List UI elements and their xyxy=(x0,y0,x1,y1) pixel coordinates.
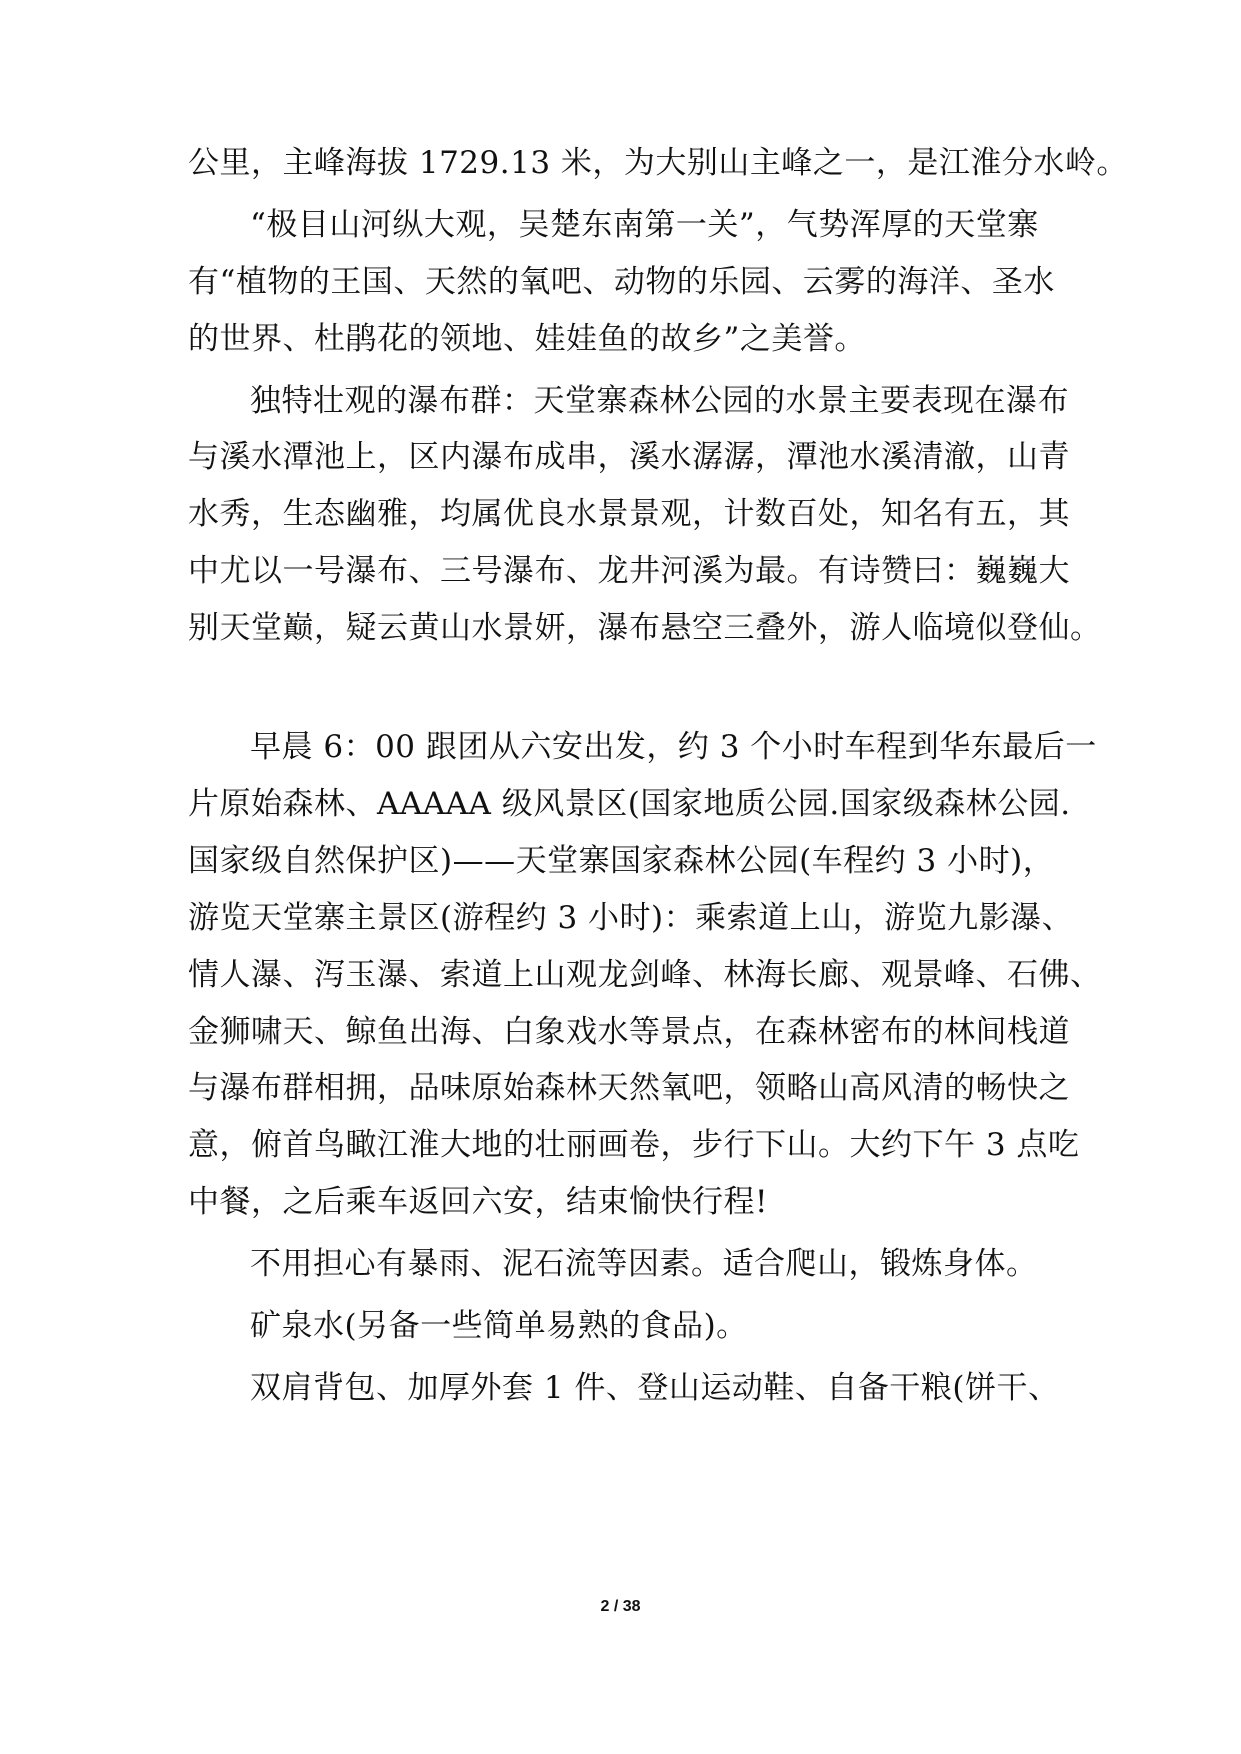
text-line: 情人瀑、泻玉瀑、索道上山观龙剑峰、林海长廊、观景峰、石佛、 xyxy=(188,957,1102,993)
text-line: 双肩背包、加厚外套 1 件、登山运动鞋、自备干粮(饼干、 xyxy=(250,1370,1060,1406)
text-line: 独特壮观的瀑布群：天堂寨森林公园的水景主要表现在瀑布 xyxy=(250,383,1069,419)
text-line: 金狮啸天、鲸鱼出海、白象戏水等景点，在森林密布的林间栈道 xyxy=(188,1014,1070,1050)
text-line: 中尤以一号瀑布、三号瀑布、龙井河溪为最。有诗赞曰：巍巍大 xyxy=(188,553,1070,589)
text-line: 中餐，之后乘车返回六安，结束愉快行程! xyxy=(188,1184,768,1220)
text-line: 与瀑布群相拥，品味原始森林天然氧吧，领略山高风清的畅快之 xyxy=(188,1070,1070,1106)
text-line: 水秀，生态幽雅，均属优良水景景观，计数百处，知名有五，其 xyxy=(188,496,1070,532)
text-line: 游览天堂寨主景区(游程约 3 小时)：乘索道上山，游览九影瀑、 xyxy=(188,900,1074,936)
text-line: 国家级自然保护区)——天堂寨国家森林公园(车程约 3 小时)， xyxy=(188,843,1055,879)
text-line: 意，俯首鸟瞰江淮大地的壮丽画卷，步行下山。大约下午 3 点吃 xyxy=(188,1127,1080,1163)
text-line: 有“植物的王国、天然的氧吧、动物的乐园、云雾的海洋、圣水 xyxy=(188,264,1055,300)
page-number: 2 / 38 xyxy=(600,1598,641,1615)
text-line: 矿泉水(另备一些简单易熟的食品)。 xyxy=(250,1308,748,1344)
text-line: 别天堂巅，疑云黄山水景妍，瀑布悬空三叠外，游人临境似登仙。 xyxy=(188,610,1102,646)
text-line: 公里，主峰海拔 1729.13 米，为大别山主峰之一，是江淮分水岭。 xyxy=(188,145,1128,181)
text-line: 的世界、杜鹃花的领地、娃娃鱼的故乡”之美誉。 xyxy=(188,321,866,357)
text-line: 不用担心有暴雨、泥石流等因素。适合爬山，锻炼身体。 xyxy=(250,1246,1038,1282)
text-line: 早晨 6：00 跟团从六安出发，约 3 个小时车程到华东最后一 xyxy=(250,729,1097,765)
text-line: “极目山河纵大观，吴楚东南第一关”，气势浑厚的天堂寨 xyxy=(250,207,1039,243)
text-line: 与溪水潭池上，区内瀑布成串，溪水潺潺，潭池水溪清澈，山青 xyxy=(188,439,1070,475)
text-line: 片原始森林、AAAAA 级风景区(国家地质公园.国家级森林公园. xyxy=(188,786,1071,822)
